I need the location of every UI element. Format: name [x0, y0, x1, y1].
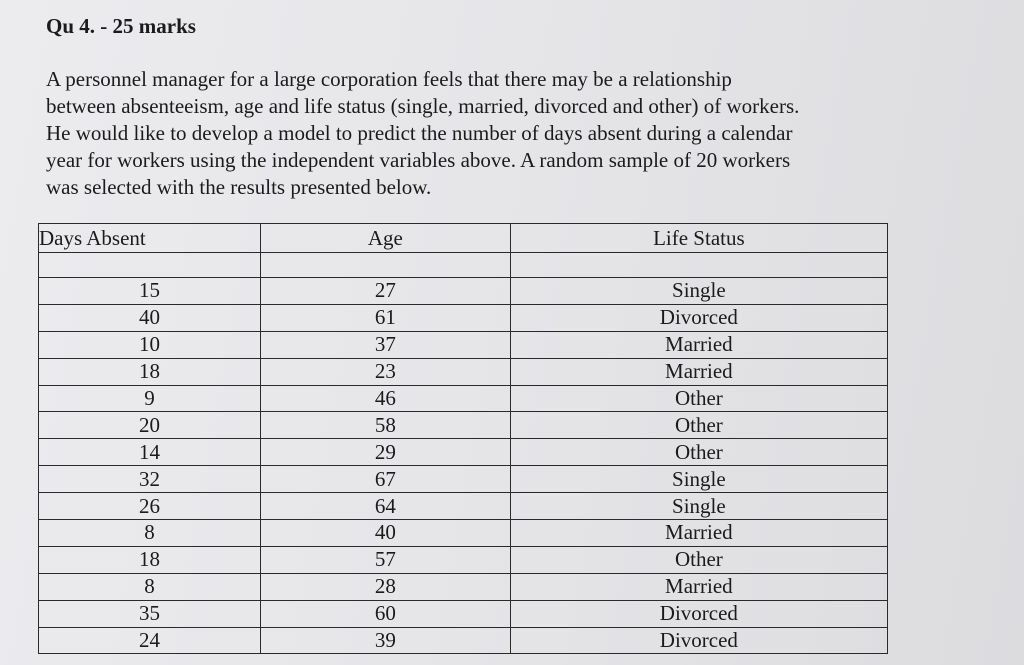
cell-days-absent: 8 [39, 520, 261, 547]
table-blank-row [39, 253, 888, 278]
table-cell [261, 253, 511, 278]
cell-age: 57 [261, 546, 511, 573]
cell-days-absent: 15 [39, 278, 261, 305]
question-text-line: was selected with the results presented below. [46, 175, 432, 199]
table-row [39, 331, 888, 358]
cell-age: 40 [261, 520, 511, 547]
cell-age: 37 [261, 331, 511, 358]
table-row [39, 493, 888, 520]
table-row [39, 600, 888, 627]
cell-life-status: Divorced [510, 304, 887, 331]
table-row [39, 466, 888, 493]
table-cell [510, 253, 887, 278]
cell-age: 29 [261, 439, 511, 466]
cell-life-status: Divorced [510, 600, 887, 627]
cell-age: 61 [261, 304, 511, 331]
cell-life-status: Married [510, 358, 887, 385]
cell-days-absent: 26 [39, 493, 261, 520]
table-row [39, 385, 888, 412]
question-text-line: between absenteeism, age and life status (single, married, divorced and other) of workers. [46, 94, 800, 118]
cell-age: 60 [261, 600, 511, 627]
header-life-status: Life Status [510, 224, 887, 253]
cell-days-absent: 18 [39, 358, 261, 385]
header-age: Age [261, 224, 511, 253]
table-row [39, 439, 888, 466]
header-days-absent: Days Absent [39, 224, 261, 253]
cell-life-status: Other [510, 439, 887, 466]
table-row [39, 546, 888, 573]
table-cell [39, 253, 261, 278]
cell-days-absent: 18 [39, 546, 261, 573]
cell-days-absent: 35 [39, 600, 261, 627]
table-row [39, 573, 888, 600]
cell-days-absent: 10 [39, 331, 261, 358]
table-row [39, 412, 888, 439]
question-heading: Qu 4. - 25 marks [46, 14, 196, 38]
cell-life-status: Married [510, 573, 887, 600]
cell-life-status: Single [510, 466, 887, 493]
cell-age: 46 [261, 385, 511, 412]
cell-life-status: Married [510, 520, 887, 547]
cell-life-status: Other [510, 412, 887, 439]
question-text-line: A personnel manager for a large corporation feels that there may be a relationship [46, 67, 732, 91]
cell-life-status: Single [510, 493, 887, 520]
question-text-line: He would like to develop a model to predict the number of days absent during a calendar [46, 121, 793, 145]
cell-days-absent: 14 [39, 439, 261, 466]
cell-age: 23 [261, 358, 511, 385]
cell-days-absent: 9 [39, 385, 261, 412]
cell-days-absent: 40 [39, 304, 261, 331]
cell-life-status: Divorced [510, 627, 887, 654]
table-row [39, 278, 888, 305]
question-text-line: year for workers using the independent variables above. A random sample of 20 workers [46, 148, 791, 172]
cell-age: 39 [261, 627, 511, 654]
cell-life-status: Single [510, 278, 887, 305]
cell-days-absent: 32 [39, 466, 261, 493]
data-table [38, 223, 888, 654]
cell-age: 27 [261, 278, 511, 305]
table-row [39, 304, 888, 331]
cell-days-absent: 8 [39, 573, 261, 600]
table-header-row [39, 224, 888, 253]
cell-days-absent: 20 [39, 412, 261, 439]
cell-life-status: Married [510, 331, 887, 358]
cell-life-status: Other [510, 546, 887, 573]
question-text [46, 66, 896, 201]
cell-life-status: Other [510, 385, 887, 412]
cell-age: 58 [261, 412, 511, 439]
cell-days-absent: 24 [39, 627, 261, 654]
table-row [39, 520, 888, 547]
cell-age: 67 [261, 466, 511, 493]
table-row [39, 358, 888, 385]
table-row [39, 627, 888, 654]
cell-age: 64 [261, 493, 511, 520]
cell-age: 28 [261, 573, 511, 600]
